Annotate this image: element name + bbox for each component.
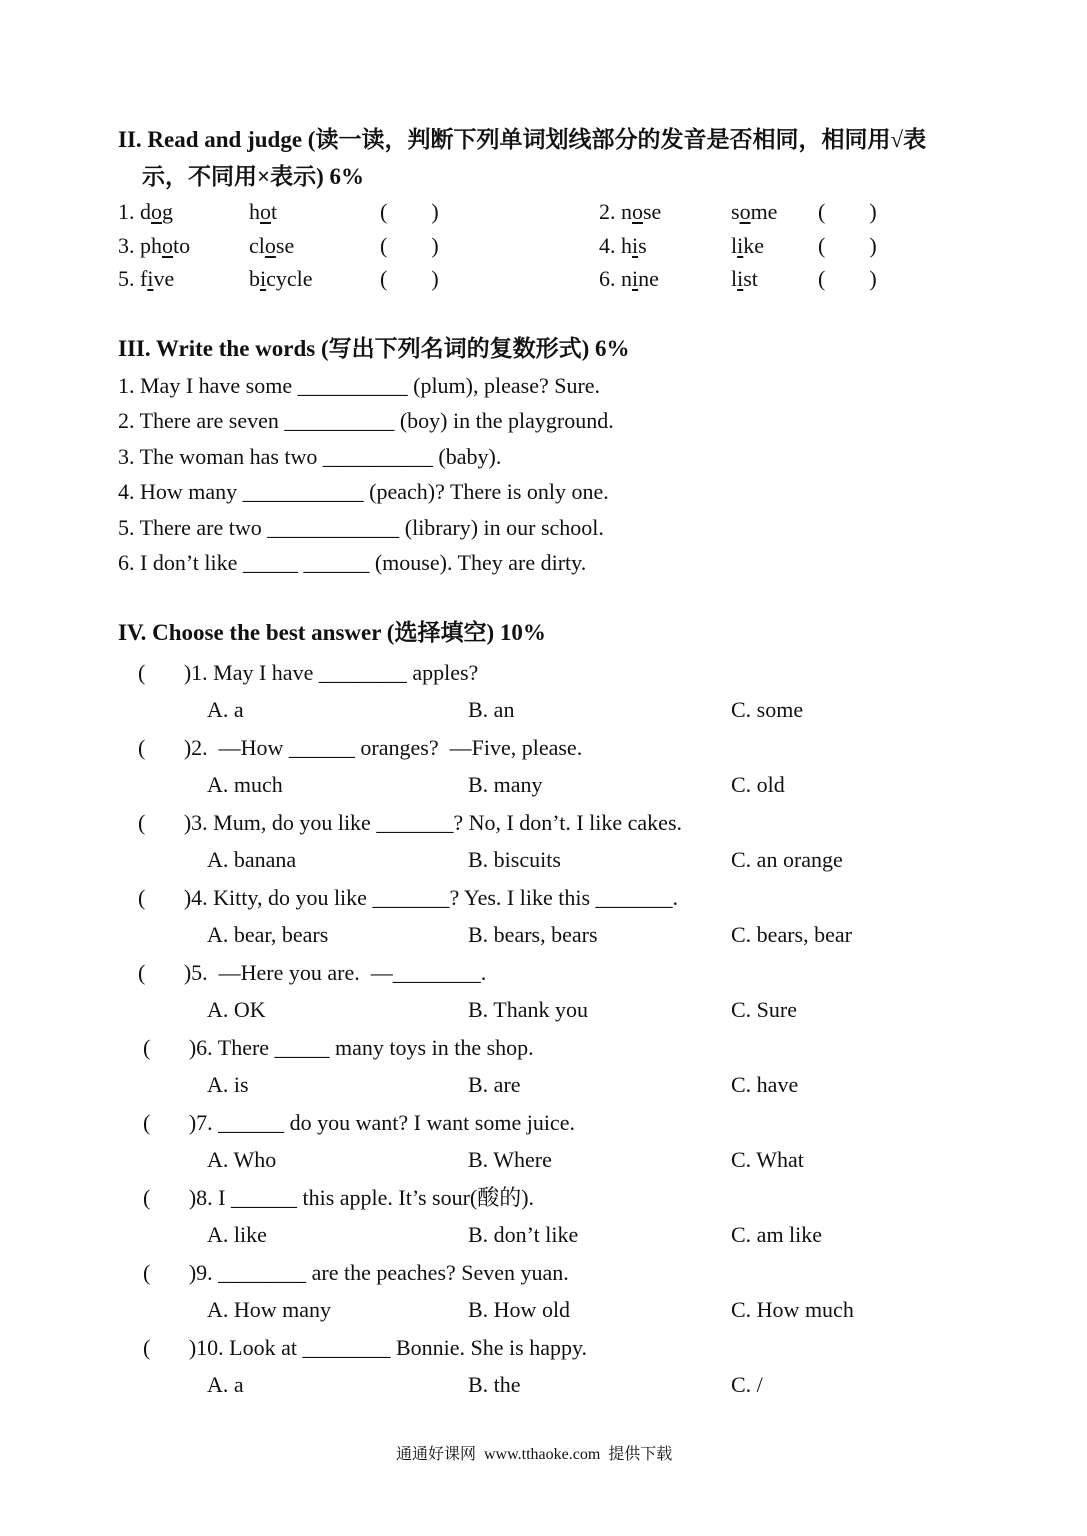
page-footer: 通通好课网 www.tthaoke.com 提供下载	[396, 1446, 673, 1463]
judge-answer-blank: ( )	[818, 233, 877, 258]
option-c: C. an orange	[731, 847, 843, 872]
judge-underlined-letter: o	[151, 199, 162, 224]
judge-answer-blank: ( )	[818, 199, 877, 224]
judge-word-part: g	[162, 199, 173, 224]
judge-word-part: cycle	[266, 266, 313, 291]
question-stem: ( )2. —How ______ oranges? —Five, please.	[138, 735, 583, 760]
fill-in-line: 4. How many ___________ (peach)? There is only one.	[118, 479, 609, 505]
question-stem: ( )6. There _____ many toys in the shop.	[143, 1035, 534, 1060]
option-c: C. bears, bear	[731, 922, 852, 947]
question-stem: ( )3. Mum, do you like _______? No, I don’t. I like cakes.	[138, 810, 683, 835]
question-stem: ( )4. Kitty, do you like _______? Yes. I like this _______.	[138, 885, 678, 910]
question-stem: ( )1. May I have ________ apples?	[138, 660, 479, 685]
fill-in-line: 2. There are seven __________ (boy) in the playground.	[118, 408, 614, 434]
judge-word-part: h	[249, 199, 260, 224]
judge-word-part: f	[140, 266, 148, 291]
fill-in-line: 5. There are two ____________ (library) in our school.	[118, 514, 604, 540]
option-c: C. old	[731, 772, 785, 797]
judge-word-part: l	[731, 266, 738, 291]
judge-underlined-letter: o	[162, 233, 173, 258]
option-a: A. much	[207, 772, 283, 797]
option-a: A. OK	[207, 997, 266, 1022]
question-stem: ( )10. Look at ________ Bonnie. She is happy.	[143, 1335, 588, 1360]
judge-word-1	[599, 233, 647, 259]
section-4-heading: IV. Choose the best answer (选择填空) 10%	[118, 620, 546, 645]
judge-item-number: 3.	[118, 233, 140, 258]
option-b: B. many	[468, 772, 543, 797]
option-b: B. Where	[468, 1147, 552, 1172]
judge-word-part: h	[621, 233, 632, 258]
judge-answer-blank: ( )	[818, 266, 877, 291]
judge-underlined-letter: o	[739, 199, 751, 224]
option-c: C. have	[731, 1072, 799, 1097]
judge-underlined-letter: o	[632, 199, 643, 224]
fill-in-line: 1. May I have some __________ (plum), please? Sure.	[118, 373, 601, 398]
option-b: B. biscuits	[468, 847, 561, 872]
option-c: C. How much	[731, 1297, 854, 1322]
judge-item-number: 6.	[599, 266, 621, 291]
option-a: A. like	[207, 1222, 267, 1247]
judge-word-2	[249, 266, 313, 292]
fill-in-line: 6. I don’t like _____ ______ (mouse). They are dirty.	[118, 550, 587, 575]
judge-word-part: t	[271, 199, 278, 224]
judge-item-number: 4.	[599, 233, 621, 258]
judge-word-part: se	[275, 233, 295, 258]
judge-word-1	[118, 233, 190, 259]
judge-word-part: s	[638, 233, 647, 258]
judge-word-part: me	[750, 199, 778, 224]
judge-underlined-letter: i	[737, 266, 744, 291]
judge-word-2	[731, 199, 777, 225]
question-stem: ( )7. ______ do you want? I want some juice.	[143, 1110, 575, 1135]
option-a: A. bear, bears	[207, 922, 329, 947]
judge-item-number: 2.	[599, 199, 621, 224]
judge-underlined-letter: i	[260, 266, 267, 291]
option-a: A. is	[207, 1072, 249, 1097]
judge-underlined-letter: o	[260, 199, 271, 224]
option-b: B. are	[468, 1072, 521, 1097]
judge-answer-blank: ( )	[380, 199, 439, 224]
option-b: B. an	[468, 697, 515, 722]
option-c: C. /	[731, 1372, 763, 1397]
section-2-heading-line1: II. Read and judge (读一读，判断下列单词划线部分的发音是否相同，相同用√表	[118, 127, 927, 152]
option-b: B. Thank you	[468, 997, 588, 1022]
section-3-heading: III. Write the words (写出下列名词的复数形式) 6%	[118, 336, 630, 361]
question-stem: ( )9. ________ are the peaches? Seven yuan.	[143, 1260, 569, 1285]
judge-word-part: b	[249, 266, 260, 291]
judge-word-2	[249, 233, 294, 259]
question-stem: ( )5. —Here you are. —________.	[138, 960, 487, 985]
judge-item-number: 1.	[118, 199, 140, 224]
option-a: A. banana	[207, 847, 297, 872]
judge-answer-blank: ( )	[380, 266, 439, 291]
judge-answer-blank: ( )	[380, 233, 439, 258]
judge-word-part: st	[743, 266, 758, 291]
judge-word-part: s	[731, 199, 740, 224]
judge-word-part: d	[140, 199, 151, 224]
judge-underlined-letter: i	[632, 266, 639, 291]
judge-word-1	[118, 199, 173, 225]
question-stem: ( )8. I ______ this apple. It’s sour(酸的).	[143, 1185, 535, 1210]
option-a: A. How many	[207, 1297, 332, 1322]
judge-word-2	[731, 266, 758, 292]
judge-word-part: ph	[140, 233, 162, 258]
option-b: B. the	[468, 1372, 521, 1397]
option-c: C. some	[731, 697, 804, 722]
judge-word-part: ke	[743, 233, 765, 258]
option-a: A. a	[207, 697, 244, 722]
fill-in-line: 3. The woman has two __________ (baby).	[118, 443, 502, 469]
option-c: C. am like	[731, 1222, 823, 1247]
option-a: A. Who	[207, 1147, 277, 1172]
judge-word-2	[731, 233, 764, 259]
judge-underlined-letter: o	[264, 233, 276, 258]
option-c: C. Sure	[731, 997, 797, 1022]
judge-word-part: ve	[153, 266, 175, 291]
judge-underlined-letter: i	[632, 233, 639, 258]
option-c: C. What	[731, 1147, 804, 1172]
judge-word-part: n	[621, 266, 632, 291]
judge-word-part: to	[173, 233, 191, 258]
option-a: A. a	[207, 1372, 244, 1397]
judge-word-part: l	[731, 233, 738, 258]
option-b: B. How old	[468, 1297, 571, 1322]
judge-underlined-letter: i	[737, 233, 744, 258]
judge-word-part: ne	[638, 266, 659, 291]
judge-word-1	[599, 199, 661, 225]
judge-word-part: cl	[249, 233, 265, 258]
option-b: B. bears, bears	[468, 922, 598, 947]
judge-word-2	[249, 199, 277, 225]
judge-word-1	[118, 266, 174, 292]
judge-word-part: n	[621, 199, 632, 224]
judge-word-1	[599, 266, 659, 292]
judge-word-part: se	[643, 199, 662, 224]
option-b: B. don’t like	[468, 1222, 579, 1247]
judge-underlined-letter: i	[147, 266, 154, 291]
judge-item-number: 5.	[118, 266, 140, 291]
section-2-heading-line2: 示，不同用×表示) 6%	[142, 164, 365, 189]
